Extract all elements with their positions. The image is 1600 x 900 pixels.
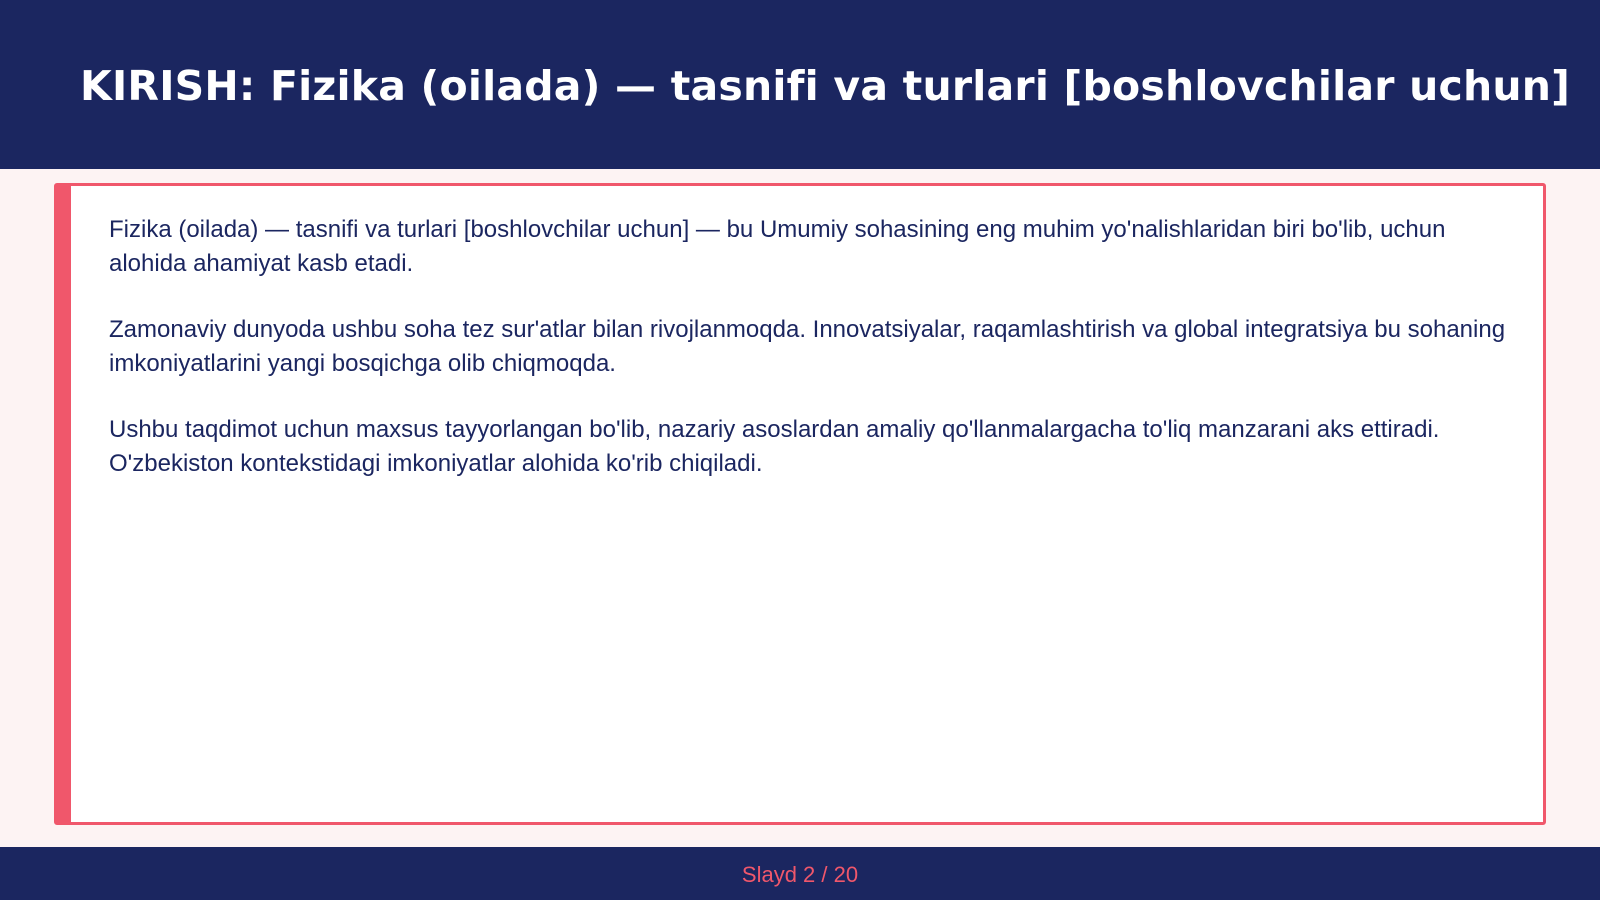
slide-title: KIRISH: Fizika (oilada) — tasnifi va turlari [boshlovchilar uchun]	[80, 62, 1571, 110]
presentation-scope-paragraph: Ushbu taqdimot uchun maxsus tayyorlangan bo'lib, nazariy asoslardan amaliy qo'llanmalargacha to'liq manzarani aks ettiradi. O'zbekiston kontekstidagi imkoniyatlar alohida ko'rib chiqiladi.	[109, 416, 1440, 477]
slide-header	[0, 0, 1600, 169]
slide-footer	[0, 847, 1600, 900]
content-card	[54, 183, 1546, 825]
slide-counter: Slayd 2 / 20	[741, 862, 859, 887]
intro-paragraph: Fizika (oilada) — tasnifi va turlari [boshlovchilar uchun] — bu Umumiy sohasining eng muhim yo'nalishlaridan biri bo'lib, uchun alohida ahamiyat kasb etadi.	[109, 216, 1446, 277]
modern-world-paragraph: Zamonaviy dunyoda ushbu soha tez sur'atlar bilan rivojlanmoqda. Innovatsiyalar, raqamlashtirish va global integratsiya bu sohaning imkoniyatlarini yangi bosqichga olib chiqmoqda.	[109, 316, 1506, 377]
